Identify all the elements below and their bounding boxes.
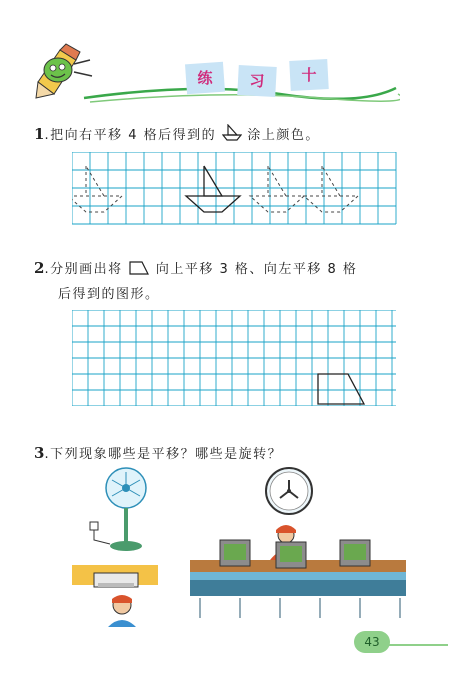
monitor-2 bbox=[276, 542, 306, 568]
question-2-text-before: .分别画出将 bbox=[44, 262, 123, 277]
trapezoid-icon bbox=[128, 260, 150, 276]
question-1 bbox=[34, 124, 320, 143]
conveyor-belt-icon bbox=[180, 520, 408, 620]
question-2-text-after: 向上平移 3 格、向左平移 8 格 bbox=[155, 262, 358, 277]
question-2-number: 2 bbox=[34, 259, 45, 277]
grid-1 bbox=[72, 152, 398, 226]
question-2 bbox=[34, 258, 357, 277]
trapezoid-shape bbox=[318, 374, 364, 404]
grid-2 bbox=[72, 310, 398, 406]
question-1-number: 1 bbox=[34, 125, 45, 143]
dashed-sailboat-c bbox=[304, 166, 358, 212]
wall-clock-icon bbox=[264, 466, 314, 516]
question-1-text-after: 涂上颜色。 bbox=[247, 128, 320, 143]
title-char-3: 十 bbox=[301, 66, 317, 84]
question-2-line2: 后得到的图形。 bbox=[58, 287, 160, 302]
monitor-1 bbox=[220, 540, 250, 566]
dashed-sailboat-a bbox=[72, 166, 122, 212]
question-3-number: 3 bbox=[34, 444, 45, 462]
title-char-1: 练 bbox=[197, 69, 213, 87]
question-3-text: .下列现象哪些是平移？哪些是旋转？ bbox=[44, 447, 283, 462]
question-3 bbox=[34, 443, 282, 462]
electric-fan-icon bbox=[84, 466, 150, 554]
page-number: 43 bbox=[354, 631, 390, 653]
dashed-sailboat-b bbox=[250, 166, 304, 212]
question-1-text-before: .把向右平移 4 格后得到的 bbox=[44, 128, 217, 143]
sailboat-icon bbox=[222, 124, 242, 142]
title-char-2: 习 bbox=[249, 72, 265, 90]
air-conditioner-icon bbox=[72, 565, 158, 627]
monitor-3 bbox=[340, 540, 370, 566]
sailboat-original bbox=[186, 166, 240, 212]
